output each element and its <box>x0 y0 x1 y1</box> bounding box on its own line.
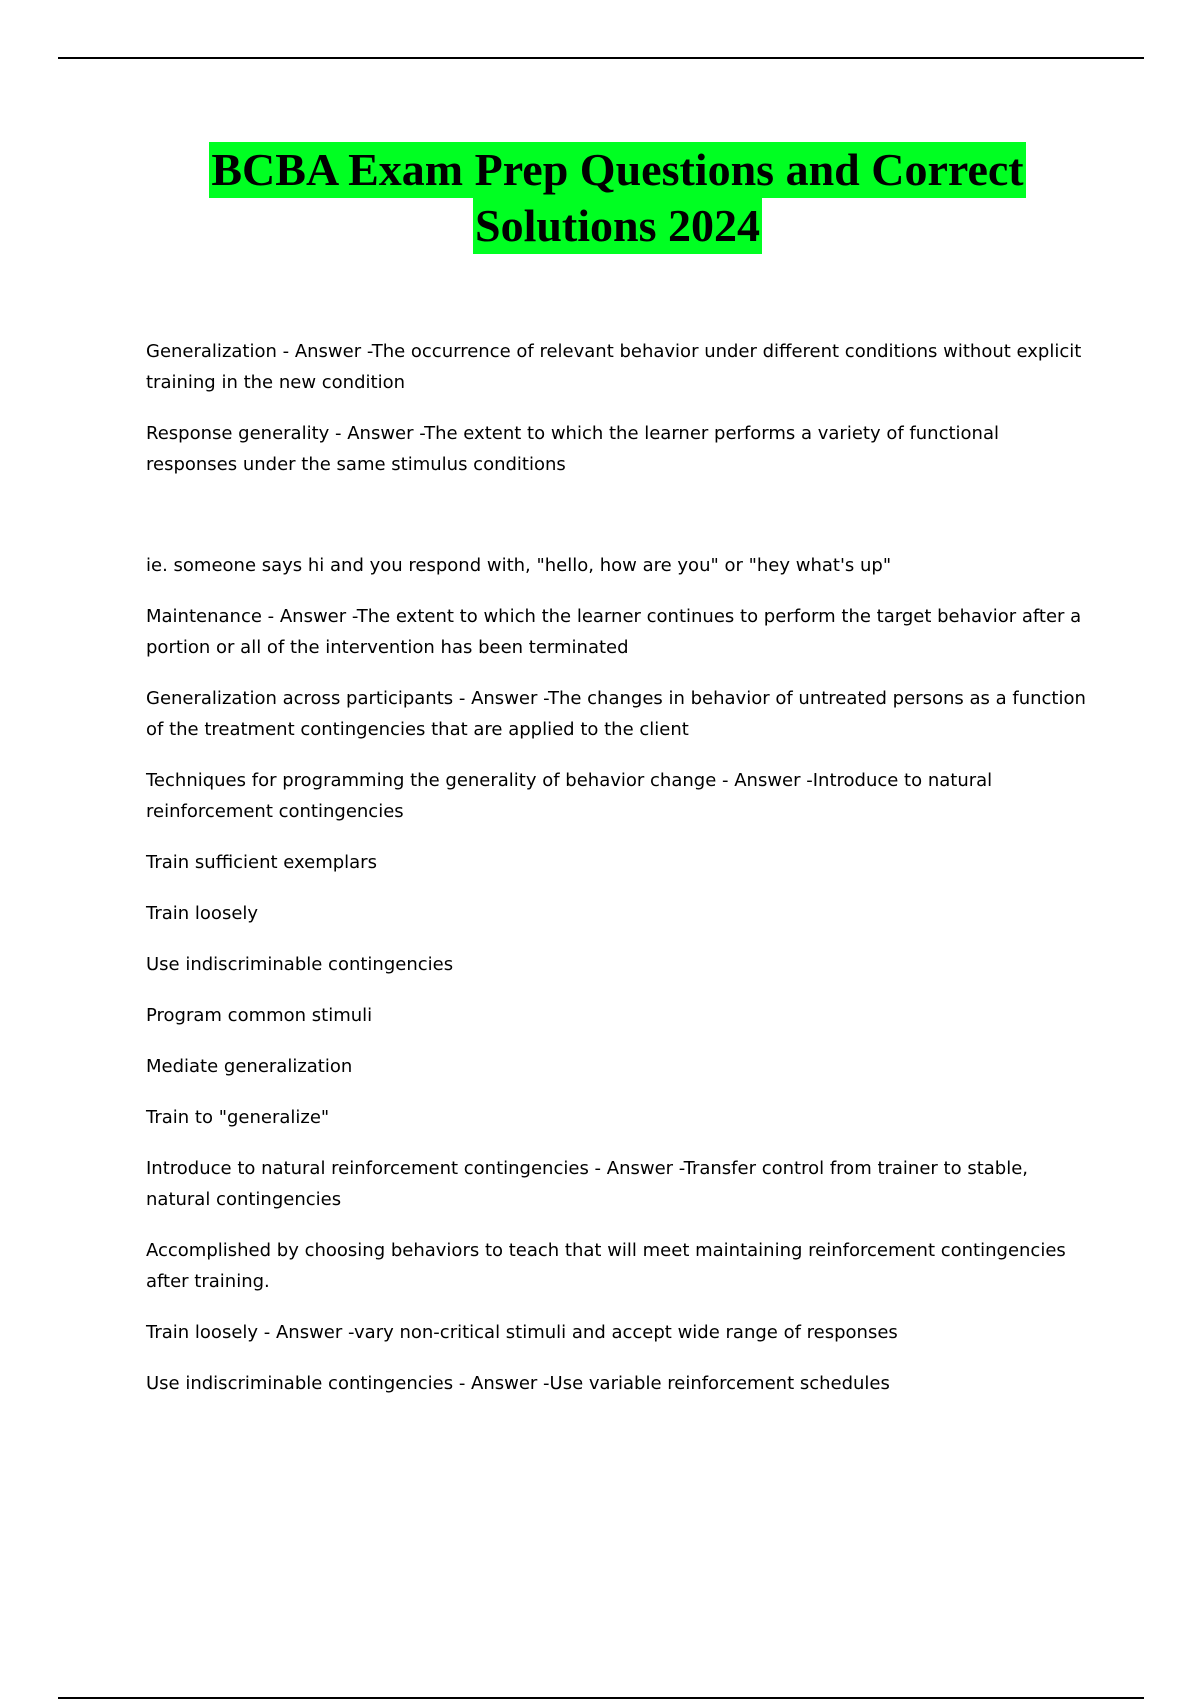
bottom-rule <box>58 1697 1144 1699</box>
entry-response-generality: Response generality - Answer -The extent to which the learner performs a variety of functional responses under the same stimulus conditions <box>146 423 999 475</box>
entry-train-to-generalize: Train to "generalize" <box>146 1107 330 1128</box>
entry-use-indiscriminable-answer: Use indiscriminable contingencies - Answer -Use variable reinforcement schedules <box>146 1373 890 1394</box>
entry-use-indiscriminable-contingencies: Use indiscriminable contingencies <box>146 954 454 975</box>
entry-generalization: Generalization - Answer -The occurrence of relevant behavior under different conditions without explicit training in the new condition <box>146 341 1082 393</box>
entry-maintenance: Maintenance - Answer -The extent to which the learner continues to perform the target behavior after a portion or all of the intervention has been terminated <box>146 606 1082 658</box>
top-rule <box>58 57 1144 59</box>
entry-techniques: Techniques for programming the generality of behavior change - Answer -Introduce to natural reinforcement contingencies <box>146 770 993 822</box>
entry-accomplished-by: Accomplished by choosing behaviors to teach that will meet maintaining reinforcement contingencies after training. <box>146 1240 1066 1292</box>
document-body <box>146 336 1091 1419</box>
page-title-line-2: Solutions 2024 <box>473 198 762 254</box>
entry-train-sufficient-exemplars: Train sufficient exemplars <box>146 852 377 873</box>
entry-program-common-stimuli: Program common stimuli <box>146 1005 373 1026</box>
entry-mediate-generalization: Mediate generalization <box>146 1056 353 1077</box>
entry-train-loosely-answer: Train loosely - Answer -vary non-critical stimuli and accept wide range of responses <box>146 1322 898 1343</box>
entry-generalization-across-participants: Generalization across participants - Answer -The changes in behavior of untreated persons as a function of the treatment contingencies that are applied to the client <box>146 688 1086 740</box>
page-title <box>0 142 1200 254</box>
entry-introduce-natural-reinforcement: Introduce to natural reinforcement contingencies - Answer -Transfer control from trainer to stable, natural contingencies <box>146 1158 1029 1210</box>
entry-example: ie. someone says hi and you respond with, "hello, how are you" or "hey what's up" <box>146 555 892 576</box>
page-title-line-1: BCBA Exam Prep Questions and Correct <box>209 142 1025 198</box>
entry-train-loosely: Train loosely <box>146 903 259 924</box>
